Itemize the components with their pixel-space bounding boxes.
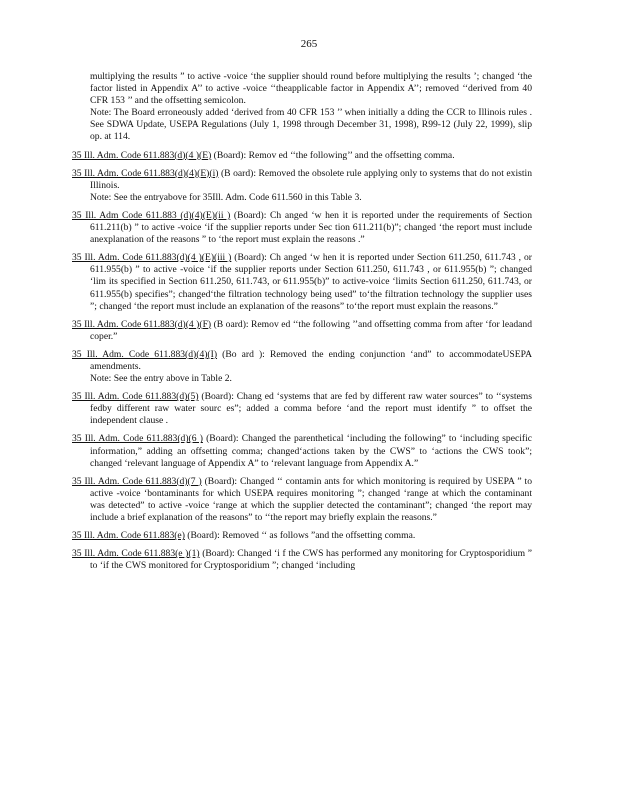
entry-citation: 35 Ill. Adm. Code 611.883(d)(4 )(F) bbox=[72, 318, 212, 330]
entry-text: (Board): Changed the parenthetical ‘including the following” to ‘including specific information,” adding an offsetting comma; changed‘actions taken by the CWS” to ‘actions the CWS took”; changed ‘relevant language of Appendix A” to ‘relevant language from Appendix A.” bbox=[90, 433, 533, 469]
entry-note: Note: See the entryabove for 35Ill. Adm. Code 611.560 in this Table 3. bbox=[90, 191, 362, 203]
entry-citation: 35 Ill. Adm. Code 611.883(d)(6 ) bbox=[72, 433, 203, 445]
intro-paragraph bbox=[90, 71, 532, 144]
page-number: 265 bbox=[300, 38, 318, 50]
amendment-entry bbox=[72, 252, 532, 312]
entry-list bbox=[72, 150, 532, 573]
amendment-entry bbox=[72, 391, 532, 427]
intro-text: multiplying the results ” to active -voice ‘the supplier should round before multiplying the results ’; changed ‘the factor listed in Appendix A’’ to active -voice ‘‘theapplicable factor in Appendix A’’; removed ‘‘derived from 40 CFR 153 ’’ and the offsetting semicolon. bbox=[90, 71, 532, 107]
entry-text: (B oard): Remov ed ‘‘the following ’’and offsetting comma from after ‘for leadand coper.” bbox=[90, 318, 532, 342]
entry-note: Note: See the entry above in Table 2. bbox=[90, 373, 232, 385]
intro-note: Note: The Board erroneously added ‘derived from 40 CFR 153 ’’ when initially a dding the CCR to Illinois rules . See SDWA Update, USEPA Regulations (July 1, 1998 through December 31, 1998), R99-12 (July 22, 1999), slip op. at 114. bbox=[90, 107, 532, 143]
entry-text: (Board): Ch anged ‘w hen it is reported under Section 611.250, 611.743 , or 611.955(b) ” to active -voice ‘if the supplier reports under Section 611.250, 611.743 , or 611.955(b) ”; changed ‘lim its specified in Section 611.250, 611.743, or 611.955(b)” to active-voice ‘limits Section 611.250, 611.743, or 611.955(b) specifies”; changed‘the filtration technology being used” to‘the filtration technology the supplier uses ”; changed ‘the report must include an explanation of the reasons” to‘the report must explain the reasons.” bbox=[90, 252, 532, 312]
entry-citation: 35 Ill. Adm. Code 611.883(d)(4)(I) bbox=[72, 348, 218, 360]
entry-text: (Board): Removed ‘‘ as follows ”and the offsetting comma. bbox=[184, 530, 416, 542]
entry-citation: 35 Ill. Adm. Code 611.883(e) bbox=[72, 530, 185, 542]
entry-text: (Board): Chang ed ‘systems that are fed by different raw water sources” to ‘‘systems fedby different raw water sourc es”; added a comma before ‘and the report must identify ” to offset the independent clause . bbox=[90, 391, 532, 427]
entry-citation: 35 Ill. Adm. Code 611.883(d)(4)(E)(i) bbox=[72, 167, 219, 179]
entry-text: (Board): Changed ‘i f the CWS has performed any monitoring for Cryptosporidium ” to ‘if the CWS monitored for Cryptosporidium ”; changed ‘including bbox=[90, 548, 532, 572]
entry-citation: 35 Ill. Adm. Code 611.883(d)(4 )(E)(iii ) bbox=[72, 252, 232, 264]
amendment-entry bbox=[72, 433, 532, 469]
amendment-entry bbox=[72, 548, 532, 572]
amendment-entry bbox=[72, 150, 532, 162]
entry-text: (Board): Ch anged ‘w hen it is reported under the requirements of Section 611.211(b) ” to active -voice ‘if the supplier reports under Sec tion 611.211(b)”; changed ‘the report must include anexplanation of the reasons ” to ‘the report must explain the reasons .” bbox=[90, 209, 532, 246]
amendment-entry bbox=[72, 168, 532, 204]
entry-citation: 35 Ill. Adm. Code 611.883(e )(1) bbox=[72, 548, 200, 560]
amendment-entry bbox=[72, 476, 532, 524]
document-body bbox=[72, 71, 532, 578]
entry-citation: 35 Ill. Adm. Code 611.883(d)(4 )(E) bbox=[72, 149, 212, 161]
entry-citation: 35 Ill. Adm. Code 611.883(d)(7 ) bbox=[72, 475, 202, 487]
amendment-entry bbox=[72, 319, 532, 343]
amendment-entry bbox=[72, 349, 532, 385]
entry-text: (B oard): Removed the obsolete rule applying only to systems that do not existin Illinois. bbox=[90, 167, 532, 191]
entry-citation: 35 Ill. Adm. Code 611.883(d)(5) bbox=[72, 391, 199, 403]
entry-text: (Board): Remov ed ‘‘the following’’ and the offsetting comma. bbox=[211, 149, 455, 161]
entry-citation: 35 Ill. Adm Code 611.883 (d)(4)(E)(ii ) bbox=[72, 209, 231, 221]
amendment-entry bbox=[72, 530, 532, 542]
entry-text: (Board): Changed ‘‘ contamin ants for which monitoring is required by USEPA ” to active -voice ‘bontaminants for which USEPA requires monitoring ”; changed ‘range at which the contaminant was detected” to active -voice ‘range at which the supplier detected the contaminant”; changed ‘the report may include a brief explanation of the reasons” to ‘‘the report may briefly explain the reasons.” bbox=[90, 475, 533, 523]
amendment-entry bbox=[72, 210, 532, 246]
entry-text: (Bo ard ): Removed the ending conjunction ‘and” to accommodateUSEPA amendments. bbox=[90, 348, 532, 372]
